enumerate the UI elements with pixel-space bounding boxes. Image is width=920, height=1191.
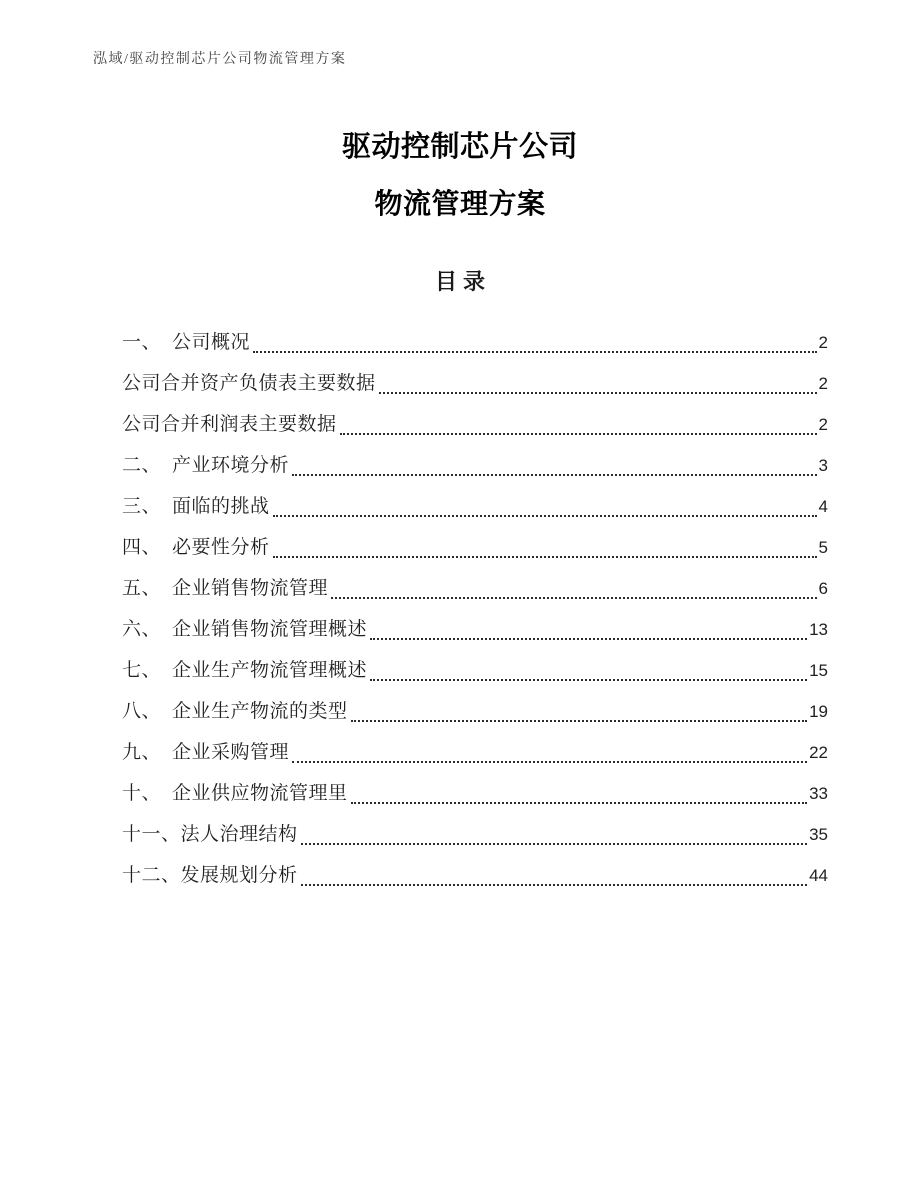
toc-leader-dots: [301, 884, 808, 886]
toc-entry[interactable]: [122, 445, 828, 486]
toc-entry-number: 十、: [122, 783, 162, 804]
toc-leader-dots: [370, 638, 807, 640]
toc-page-number: 2: [818, 374, 828, 393]
toc-leader-dots: [273, 515, 817, 517]
toc-leader-dots: [379, 392, 817, 394]
toc-entry[interactable]: [122, 814, 828, 855]
toc-page-number: 19: [809, 702, 828, 721]
toc-page-number: 22: [809, 743, 828, 762]
toc-page-number: 3: [818, 456, 828, 475]
toc-leader-dots: [253, 351, 817, 353]
toc-entry-title: 法人治理结构: [180, 824, 298, 845]
toc-leader-dots: [340, 433, 817, 435]
toc-page-number: 35: [809, 825, 828, 844]
toc-entry-title: 必要性分析: [172, 537, 270, 558]
toc-entry[interactable]: [122, 773, 828, 814]
toc-entry-number: 二、: [122, 455, 162, 476]
toc-entry[interactable]: [122, 855, 828, 896]
toc-leader-dots: [292, 474, 817, 476]
toc-leader-dots: [370, 679, 807, 681]
toc-entry-title: 企业销售物流管理: [172, 578, 329, 599]
toc-list: [122, 322, 828, 896]
toc-leader-dots: [351, 720, 808, 722]
toc-entry-title: 企业采购管理: [172, 742, 290, 763]
toc-page-number: 44: [809, 866, 828, 885]
toc-page-number: 6: [818, 579, 828, 598]
toc-entry[interactable]: [122, 527, 828, 568]
toc-entry-number: 九、: [122, 742, 162, 763]
toc-entry-number: 五、: [122, 578, 162, 599]
doc-title-line2: 物流管理方案: [374, 188, 546, 219]
toc-entry[interactable]: [122, 732, 828, 773]
toc-entry[interactable]: [122, 609, 828, 650]
toc-entry-title: 公司合并利润表主要数据: [122, 414, 337, 435]
toc-page-number: 13: [809, 620, 828, 639]
toc-entry-title: 公司概况: [172, 332, 251, 353]
toc-entry-title: 面临的挑战: [172, 496, 270, 517]
toc-entry-number: 七、: [122, 660, 162, 681]
toc-page-number: 5: [818, 538, 828, 557]
toc-entry[interactable]: [122, 322, 828, 363]
toc-entry[interactable]: [122, 486, 828, 527]
doc-title-line1: 驱动控制芯片公司: [341, 131, 578, 163]
toc-entry[interactable]: [122, 363, 828, 404]
toc-entry-number: 八、: [122, 701, 162, 722]
toc-page-number: 33: [809, 784, 828, 803]
toc-entry-number: 一、: [122, 332, 162, 353]
toc-page-number: 4: [818, 497, 828, 516]
toc-entry-title: 企业生产物流的类型: [172, 701, 348, 722]
toc-entry-number: 四、: [122, 537, 162, 558]
toc-entry-title: 企业生产物流管理概述: [172, 660, 368, 681]
toc-entry-title: 企业销售物流管理概述: [172, 619, 368, 640]
toc-entry-number: 十一、: [122, 824, 181, 845]
toc-entry-number: 六、: [122, 619, 162, 640]
toc-page-number: 2: [818, 333, 828, 352]
toc-entry-number: 三、: [122, 496, 162, 517]
toc-leader-dots: [273, 556, 817, 558]
toc-page-number: 2: [818, 415, 828, 434]
toc-page-number: 15: [809, 661, 828, 680]
toc-entry-title: 企业供应物流管理里: [172, 783, 348, 804]
toc-entry-title: 产业环境分析: [172, 455, 290, 476]
toc-leader-dots: [292, 761, 807, 763]
toc-entry-title: 发展规划分析: [180, 865, 298, 886]
toc-heading: 目录: [434, 269, 491, 294]
toc-leader-dots: [351, 802, 808, 804]
toc-entry-title: 公司合并资产负债表主要数据: [122, 373, 376, 394]
toc-entry[interactable]: [122, 691, 828, 732]
document-header: 泓域/驱动控制芯片公司物流管理方案: [93, 52, 347, 67]
toc-entry[interactable]: [122, 568, 828, 609]
toc-leader-dots: [331, 597, 817, 599]
toc-leader-dots: [301, 843, 808, 845]
toc-entry-number: 十二、: [122, 865, 181, 886]
toc-entry[interactable]: [122, 650, 828, 691]
toc-entry[interactable]: [122, 404, 828, 445]
